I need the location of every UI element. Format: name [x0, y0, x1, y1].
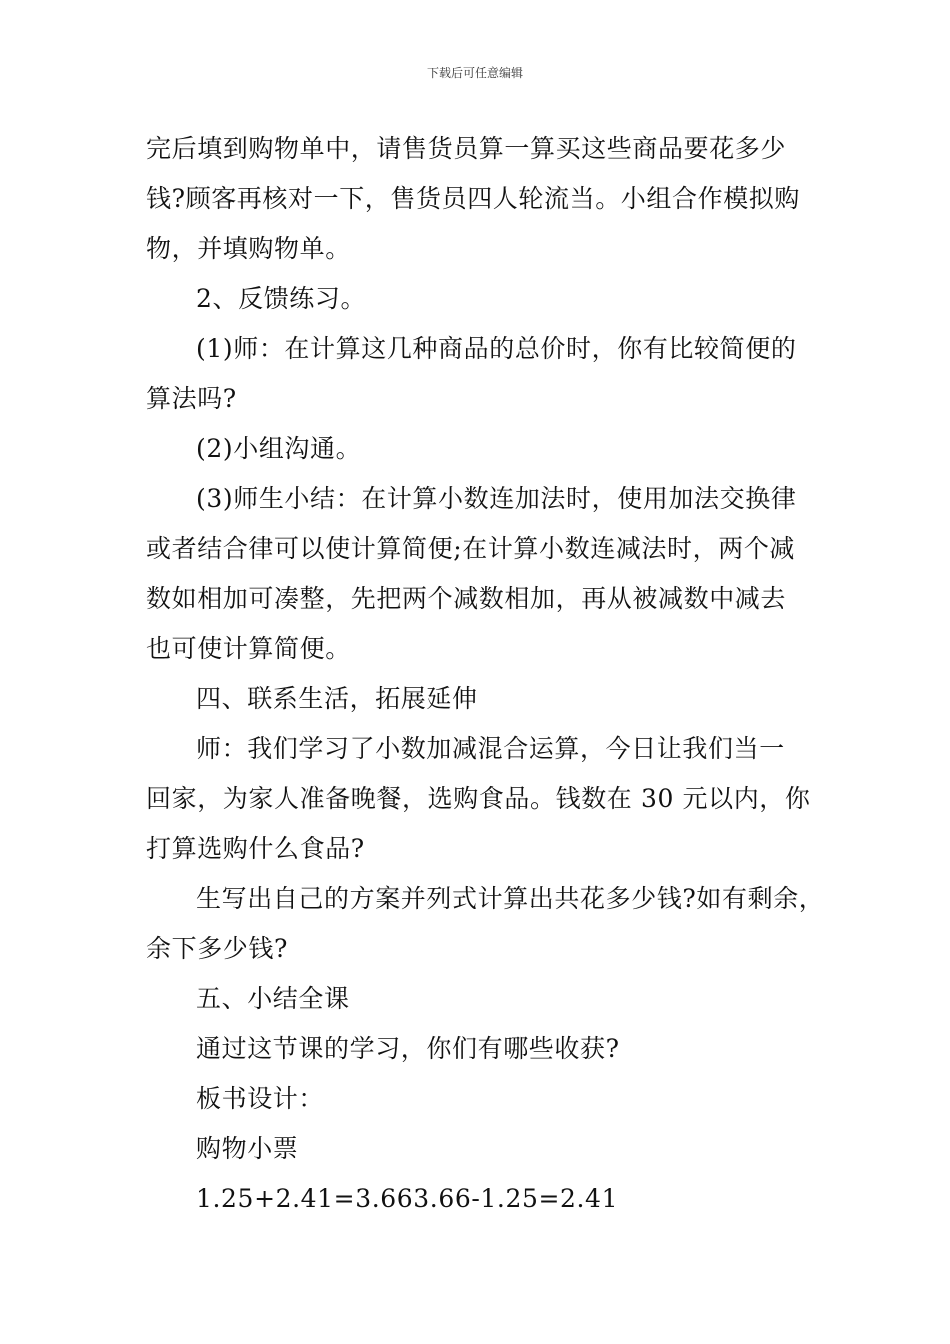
text-line: 板书设计：: [196, 1084, 325, 1113]
text-line: 数如相加可凑整，先把两个减数相加，再从被减数中减去: [146, 584, 787, 613]
text-line: 通过这节课的学习，你们有哪些收获?: [196, 1034, 620, 1063]
text-line: 也可使计算简便。: [146, 634, 351, 663]
text-line: (1)师：在计算这几种商品的总价时，你有比较简便的: [196, 334, 797, 363]
text-line: 生写出自己的方案并列式计算出共花多少钱?如有剩余，: [196, 884, 825, 913]
text-line: 物，并填购物单。: [146, 234, 351, 263]
text-line: (2)小组沟通。: [196, 434, 362, 463]
formula-line: 1.25+2.41=3.663.66-1.25=2.41: [196, 1184, 619, 1213]
text-line: 师：我们学习了小数加减混合运算，今日让我们当一: [196, 734, 785, 763]
text-line: 余下多少钱?: [146, 934, 289, 963]
section-heading: 2、反馈练习。: [196, 284, 367, 313]
text-line: 钱?顾客再核对一下，售货员四人轮流当。小组合作模拟购: [146, 184, 801, 213]
text-line: 购物小票: [196, 1134, 299, 1163]
text-line: 打算选购什么食品?: [146, 834, 365, 863]
text-line: 或者结合律可以使计算简便;在计算小数连减法时，两个减: [146, 534, 796, 563]
text-line: 完后填到购物单中，请售货员算一算买这些商品要花多少: [146, 134, 787, 163]
section-heading: 四、联系生活，拓展延伸: [196, 684, 478, 713]
text-line: (3)师生小结：在计算小数连加法时，使用加法交换律: [196, 484, 797, 513]
text-line: 回家，为家人准备晚餐，选购食品。钱数在 30 元以内，你: [146, 784, 811, 813]
section-heading: 五、小结全课: [196, 984, 350, 1013]
document-body: [146, 124, 825, 1224]
page-header: 下载后可任意编辑: [426, 66, 523, 80]
text-line: 算法吗?: [146, 384, 237, 413]
